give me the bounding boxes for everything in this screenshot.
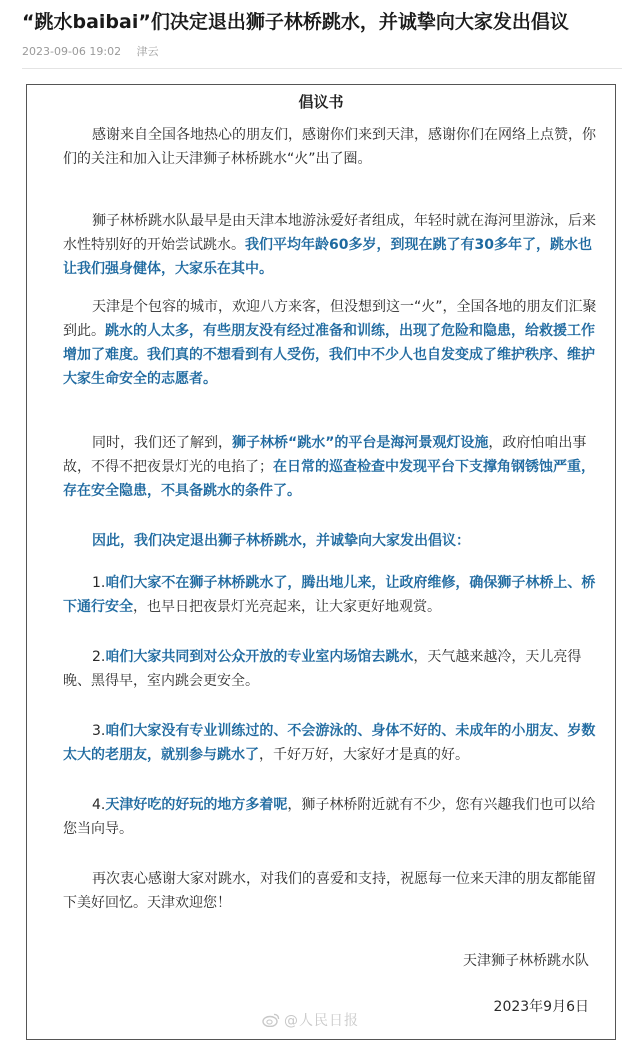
letter-paragraph xyxy=(63,571,603,619)
highlighted-text: 在日常的巡查检查中发现平台下支撑角钢锈蚀严重，存在安全隐患，不具备跳水的条件了。 xyxy=(63,459,595,499)
letter-paragraph xyxy=(63,529,603,553)
highlighted-text: 天津好吃的好玩的地方多着呢 xyxy=(105,797,288,813)
highlighted-text: 我们平均年龄60多岁，到现在跳了有30多年了，跳水也让我们强身健体，大家乐在其中。 xyxy=(63,237,592,277)
letter-signature: 天津狮子林桥跳水队 xyxy=(463,953,589,969)
body-text: 狮子林桥跳水队最早是由天津本地游泳爱好者组成，年轻时就在海河里游泳，后来水性特别好的开始尝试跳水。 xyxy=(63,213,596,253)
article-date: 2023-09-06 19:02 xyxy=(22,45,122,58)
article-meta xyxy=(22,44,171,60)
letter-paragraph xyxy=(63,719,603,767)
body-text: ，政府怕咱出事故，不得不把夜景灯光的电掐了； xyxy=(63,435,587,475)
highlighted-text: 咱们大家没有专业训练过的、不会游泳的、身体不好的、未成年的小朋友、岁数太大的老朋友，就别参与跳水了 xyxy=(63,723,596,763)
body-text: 3. xyxy=(92,723,106,739)
article-source[interactable]: 津云 xyxy=(136,45,159,58)
body-text: 2. xyxy=(92,649,106,665)
weibo-watermark xyxy=(262,1011,359,1031)
letter-paragraph xyxy=(63,123,603,171)
letter-paragraph xyxy=(63,431,603,503)
weibo-icon xyxy=(262,1013,280,1027)
header-divider xyxy=(22,68,622,69)
letter-paragraph xyxy=(63,209,603,281)
highlighted-text: 咱们大家共同到对公众开放的专业室内场馆去跳水 xyxy=(105,649,414,665)
highlighted-text: 因此，我们决定退出狮子林桥跳水，并诚挚向大家发出倡议： xyxy=(92,533,470,549)
highlighted-text: 狮子林桥“跳水”的平台是海河景观灯设施 xyxy=(232,435,489,451)
letter-date: 2023年9月6日 xyxy=(493,999,589,1015)
body-text: ，也早日把夜景灯光亮起来，让大家更好地观赏。 xyxy=(133,599,441,615)
body-text: 再次衷心感谢大家对跳水，对我们的喜爱和支持，祝愿每一位来天津的朋友都能留下美好回忆。天津欢迎您！ xyxy=(63,871,596,911)
body-text: 天津是个包容的城市，欢迎八方来客，但没想到这一“火”，全国各地的朋友们汇聚到此。 xyxy=(63,299,597,339)
highlighted-text: 跳水的人太多，有些朋友没有经过准备和训练，出现了危险和隐患，给救援工作增加了难度。我们真的不想看到有人受伤，我们中不少人也自发变成了维护秩序、维护大家生命安全的志愿者。 xyxy=(63,323,595,387)
article-headline: “跳水baibai”们决定退出狮子林桥跳水，并诚挚向大家发出倡议 xyxy=(22,11,569,33)
body-text: ，天气越来越冷，天儿亮得晚、黑得早，室内跳会更安全。 xyxy=(63,649,582,689)
letter-paragraph xyxy=(63,793,603,841)
body-text: ，狮子林桥附近就有不少，您有兴趣我们也可以给您当向导。 xyxy=(63,797,596,837)
proposal-letter xyxy=(26,84,616,1040)
watermark-text: @人民日报 xyxy=(284,1013,359,1029)
letter-title: 倡议书 xyxy=(298,93,344,111)
letter-paragraph xyxy=(63,295,603,391)
body-text: 同时，我们还了解到， xyxy=(92,435,232,451)
body-text: 1. xyxy=(92,575,106,591)
body-text: 4. xyxy=(92,797,106,813)
letter-paragraph xyxy=(63,645,603,693)
body-text: ，千好万好，大家好才是真的好。 xyxy=(259,747,469,763)
letter-paragraph xyxy=(63,867,603,915)
highlighted-text: 咱们大家不在狮子林桥跳水了，腾出地儿来，让政府维修，确保狮子林桥上、桥下通行安全 xyxy=(63,575,596,615)
body-text: 感谢来自全国各地热心的朋友们，感谢你们来到天津，感谢你们在网络上点赞，你们的关注和加入让天津狮子林桥跳水“火”出了圈。 xyxy=(63,127,596,167)
